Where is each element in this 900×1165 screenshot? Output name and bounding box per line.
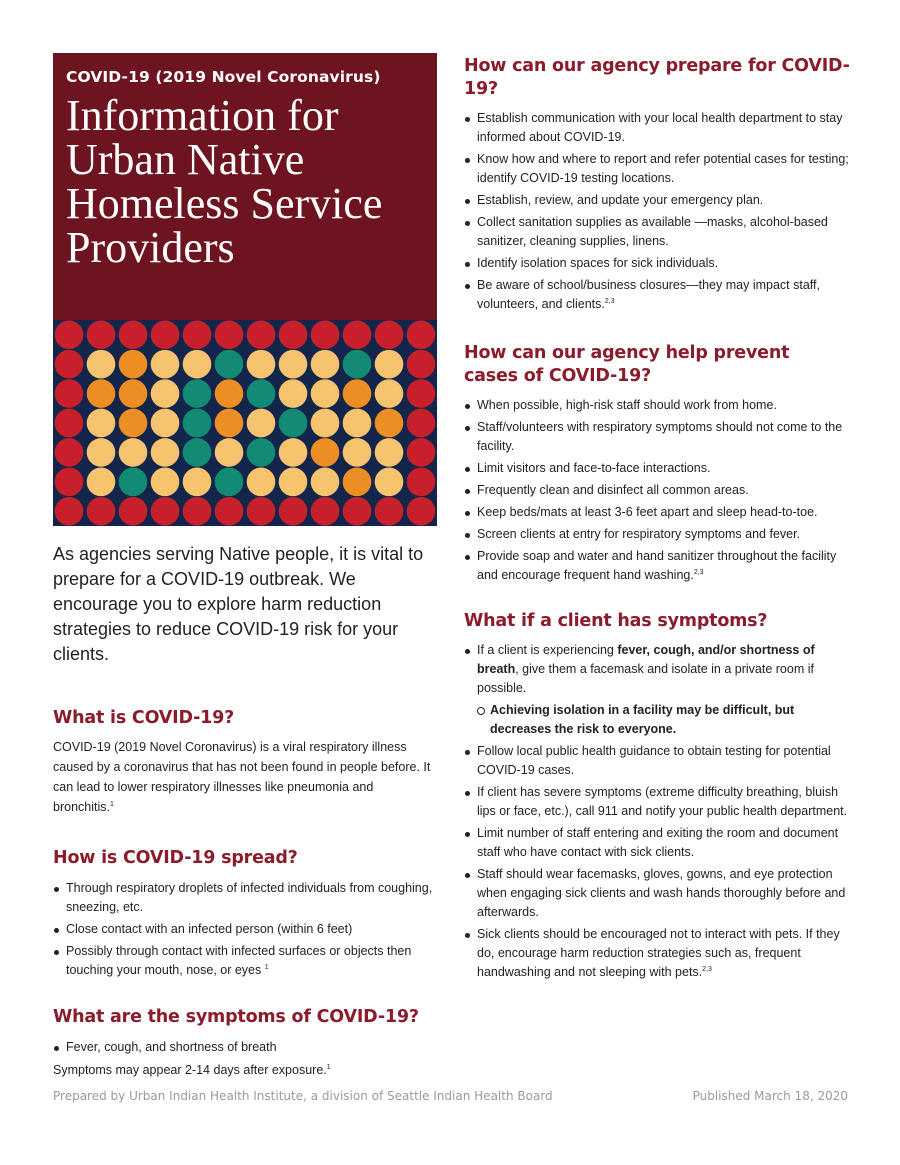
reference-mark: 1: [264, 963, 269, 971]
pattern-dot: [375, 468, 404, 497]
pattern-dot: [279, 320, 308, 349]
pattern-dot: [183, 409, 212, 438]
pattern-dot: [183, 438, 212, 467]
pattern-dot: [311, 350, 340, 379]
client-symptoms-list: [464, 641, 850, 982]
list-item: Establish, review, and update your emergency plan.: [464, 191, 850, 210]
document-title: [66, 91, 424, 272]
pattern-dot: [311, 320, 340, 349]
pattern-dot: [247, 468, 276, 497]
left-column: [53, 53, 437, 1080]
pattern-dot: [279, 497, 308, 526]
section-heading: What are the symptoms of COVID-19?: [53, 1007, 419, 1027]
pattern-dot: [343, 350, 372, 379]
list-item: Staff should wear facemasks, gloves, gowns, and eye protection when engaging sick clients and wash hands thoroughly before and afterwards.: [464, 865, 850, 922]
list-item: Fever, cough, and shortness of breath: [53, 1038, 437, 1057]
list-item: Through respiratory droplets of infected individuals from coughing, sneezing, etc.: [53, 879, 437, 917]
pattern-dot: [119, 379, 148, 408]
pattern-dot: [247, 379, 276, 408]
item-text: Possibly through contact with infected surfaces or objects then touching your mouth, nose, or eyes: [66, 944, 412, 977]
list-item: Limit visitors and face-to-face interactions.: [464, 459, 850, 478]
pattern-dot: [215, 468, 244, 497]
prepare-list: [464, 109, 850, 314]
pattern-dot: [151, 350, 180, 379]
banner-subtitle: COVID-19 (2019 Novel Coronavirus): [66, 68, 381, 86]
pattern-dot: [183, 379, 212, 408]
pattern-dot: [87, 379, 116, 408]
pattern-dot: [55, 468, 84, 497]
reference-mark: 2,3: [693, 568, 704, 576]
title-line: Information for: [66, 91, 339, 140]
pattern-dot: [407, 438, 436, 467]
list-item: [464, 547, 850, 585]
list-item: When possible, high-risk staff should work from home.: [464, 396, 850, 415]
pattern-dot: [407, 468, 436, 497]
pattern-dot: [343, 409, 372, 438]
pattern-dot: [311, 468, 340, 497]
section-heading: What is COVID-19?: [53, 708, 235, 728]
pattern-dot: [151, 320, 180, 349]
section-what-is: [53, 707, 437, 817]
pattern-dot: [151, 468, 180, 497]
pattern-dot: [151, 409, 180, 438]
reference-mark: 1: [109, 800, 114, 808]
pattern-dot: [55, 379, 84, 408]
pattern-dot: [119, 438, 148, 467]
pattern-dot: [247, 320, 276, 349]
pattern-dot: [55, 497, 84, 526]
item-text: Provide soap and water and hand sanitizer throughout the facility and encourage frequent hand washing.: [477, 549, 837, 582]
pattern-dot: [375, 438, 404, 467]
list-item: Follow local public health guidance to obtain testing for potential COVID-19 cases.: [464, 742, 850, 780]
list-item: Keep beds/mats at least 3-6 feet apart and sleep head-to-toe.: [464, 503, 850, 522]
pattern-dot: [55, 438, 84, 467]
list-item: Know how and where to report and refer potential cases for testing; identify COVID-19 testing locations.: [464, 150, 850, 188]
pattern-dot: [311, 438, 340, 467]
pattern-dot: [407, 379, 436, 408]
item-text: If a client is experiencing: [477, 643, 618, 657]
pattern-dot: [247, 409, 276, 438]
list-item: Close contact with an infected person (within 6 feet): [53, 920, 437, 939]
pattern-dot: [247, 497, 276, 526]
item-emphasis: fever, cough, and/or shortness of breath: [477, 643, 815, 676]
pattern-dot: [55, 320, 84, 349]
spread-list: [53, 879, 437, 980]
item-text: Be aware of school/business closures—they may impact staff, volunteers, and clients.: [477, 278, 820, 311]
footer-published-date: Published March 18, 2020: [692, 1089, 848, 1103]
pattern-dot: [343, 320, 372, 349]
reference-mark: 1: [326, 1063, 331, 1071]
pattern-dot: [311, 409, 340, 438]
section-heading: How can our agency help prevent cases of COVID-19?: [464, 343, 790, 386]
right-column: [464, 55, 850, 985]
pattern-dot: [311, 379, 340, 408]
list-item: [464, 276, 850, 314]
pattern-dot: [215, 438, 244, 467]
pattern-dot: [375, 320, 404, 349]
list-item: Frequently clean and disinfect all common areas.: [464, 481, 850, 500]
pattern-dot: [247, 438, 276, 467]
section-heading: How is COVID-19 spread?: [53, 848, 298, 868]
item-text: , give them a facemask and isolate in a private room if possible.: [477, 662, 814, 695]
pattern-dot: [247, 350, 276, 379]
pattern-dot: [375, 409, 404, 438]
pattern-dot: [279, 438, 308, 467]
pattern-dot: [407, 497, 436, 526]
pattern-dot: [183, 320, 212, 349]
section-spread: [53, 847, 437, 980]
pattern-dot: [87, 468, 116, 497]
list-item: Staff/volunteers with respiratory symptoms should not come to the facility.: [464, 418, 850, 456]
pattern-dot: [119, 409, 148, 438]
note-text: Symptoms may appear 2-14 days after exposure.: [53, 1063, 327, 1077]
list-item: [53, 942, 437, 980]
prevent-list: [464, 396, 850, 585]
pattern-dot: [343, 438, 372, 467]
pattern-dot: [119, 350, 148, 379]
list-item: Establish communication with your local health department to stay informed about COVID-19.: [464, 109, 850, 147]
section-prevent: [464, 342, 850, 585]
pattern-dot: [183, 497, 212, 526]
pattern-dot: [87, 350, 116, 379]
list-item: Screen clients at entry for respiratory symptoms and fever.: [464, 525, 850, 544]
pattern-dot: [183, 468, 212, 497]
list-item: Limit number of staff entering and exiting the room and document staff who have contact with sick clients.: [464, 824, 850, 862]
list-item: [464, 925, 850, 982]
list-item: Identify isolation spaces for sick individuals.: [464, 254, 850, 273]
footer-prepared-by: Prepared by Urban Indian Health Institute, a division of Seattle Indian Health Board: [53, 1089, 553, 1103]
section-heading: How can our agency prepare for COVID-19?: [464, 56, 850, 99]
pattern-dot: [407, 409, 436, 438]
pattern-dot: [215, 379, 244, 408]
pattern-dot: [215, 350, 244, 379]
pattern-dot: [375, 350, 404, 379]
pattern-dot: [279, 379, 308, 408]
section-body: [53, 737, 437, 817]
title-line: Providers: [66, 223, 235, 272]
pattern-dot: [343, 379, 372, 408]
pattern-dot: [407, 350, 436, 379]
pattern-dot: [87, 320, 116, 349]
pattern-dot: [311, 497, 340, 526]
pattern-dot: [375, 379, 404, 408]
symptoms-list: [53, 1038, 437, 1057]
pattern-dot: [375, 497, 404, 526]
pattern-dot: [215, 409, 244, 438]
pattern-dot: [279, 350, 308, 379]
pattern-dot: [87, 409, 116, 438]
section-prepare: [464, 55, 850, 314]
pattern-dot: [119, 468, 148, 497]
pattern-dot: [119, 320, 148, 349]
sub-list-item: Achieving isolation in a facility may be difficult, but decreases the risk to everyone.: [464, 701, 850, 739]
list-item: Collect sanitation supplies as available —masks, alcohol-based sanitizer, cleaning supplies, linens.: [464, 213, 850, 251]
decorative-dot-pattern: [53, 320, 437, 526]
pattern-dot: [215, 320, 244, 349]
pattern-dot: [151, 379, 180, 408]
pattern-dot: [183, 350, 212, 379]
pattern-dot: [55, 350, 84, 379]
title-line: Homeless Service: [66, 179, 383, 228]
reference-mark: 2,3: [604, 297, 615, 305]
pattern-dot: [343, 497, 372, 526]
title-banner: [53, 53, 437, 320]
reference-mark: 2,3: [702, 965, 712, 973]
pattern-dot: [407, 320, 436, 349]
pattern-dot: [279, 468, 308, 497]
pattern-dot: [151, 438, 180, 467]
symptoms-note: [53, 1060, 437, 1080]
pattern-dot: [87, 438, 116, 467]
section-symptoms: [53, 1006, 437, 1080]
pattern-dot: [55, 409, 84, 438]
section-heading: What if a client has symptoms?: [464, 611, 768, 631]
section-client-symptoms: [464, 610, 850, 982]
pattern-dot: [343, 468, 372, 497]
pattern-dot: [215, 497, 244, 526]
pattern-dot: [119, 497, 148, 526]
pattern-dot: [279, 409, 308, 438]
body-text: COVID-19 (2019 Novel Coronavirus) is a viral respiratory illness caused by a coronavirus that has not been found in people before. It can lead to lower respiratory illnesses like pneumonia and bronchitis.: [53, 740, 431, 814]
pattern-dot: [87, 497, 116, 526]
title-line: Urban Native: [66, 135, 305, 184]
list-item: [464, 641, 850, 698]
item-text: Sick clients should be encouraged not to interact with pets. If they do, encourage harm reduction strategies such as, frequent handwashing and not sleeping with pets.: [477, 927, 840, 979]
pattern-dot: [151, 497, 180, 526]
intro-paragraph: As agencies serving Native people, it is vital to prepare for a COVID-19 outbreak. We encourage you to explore harm reduction strategies to reduce COVID-19 risk for your clients.: [53, 544, 424, 664]
list-item: If client has severe symptoms (extreme difficulty breathing, bluish lips or face, etc.), call 911 and notify your public health department.: [464, 783, 850, 821]
